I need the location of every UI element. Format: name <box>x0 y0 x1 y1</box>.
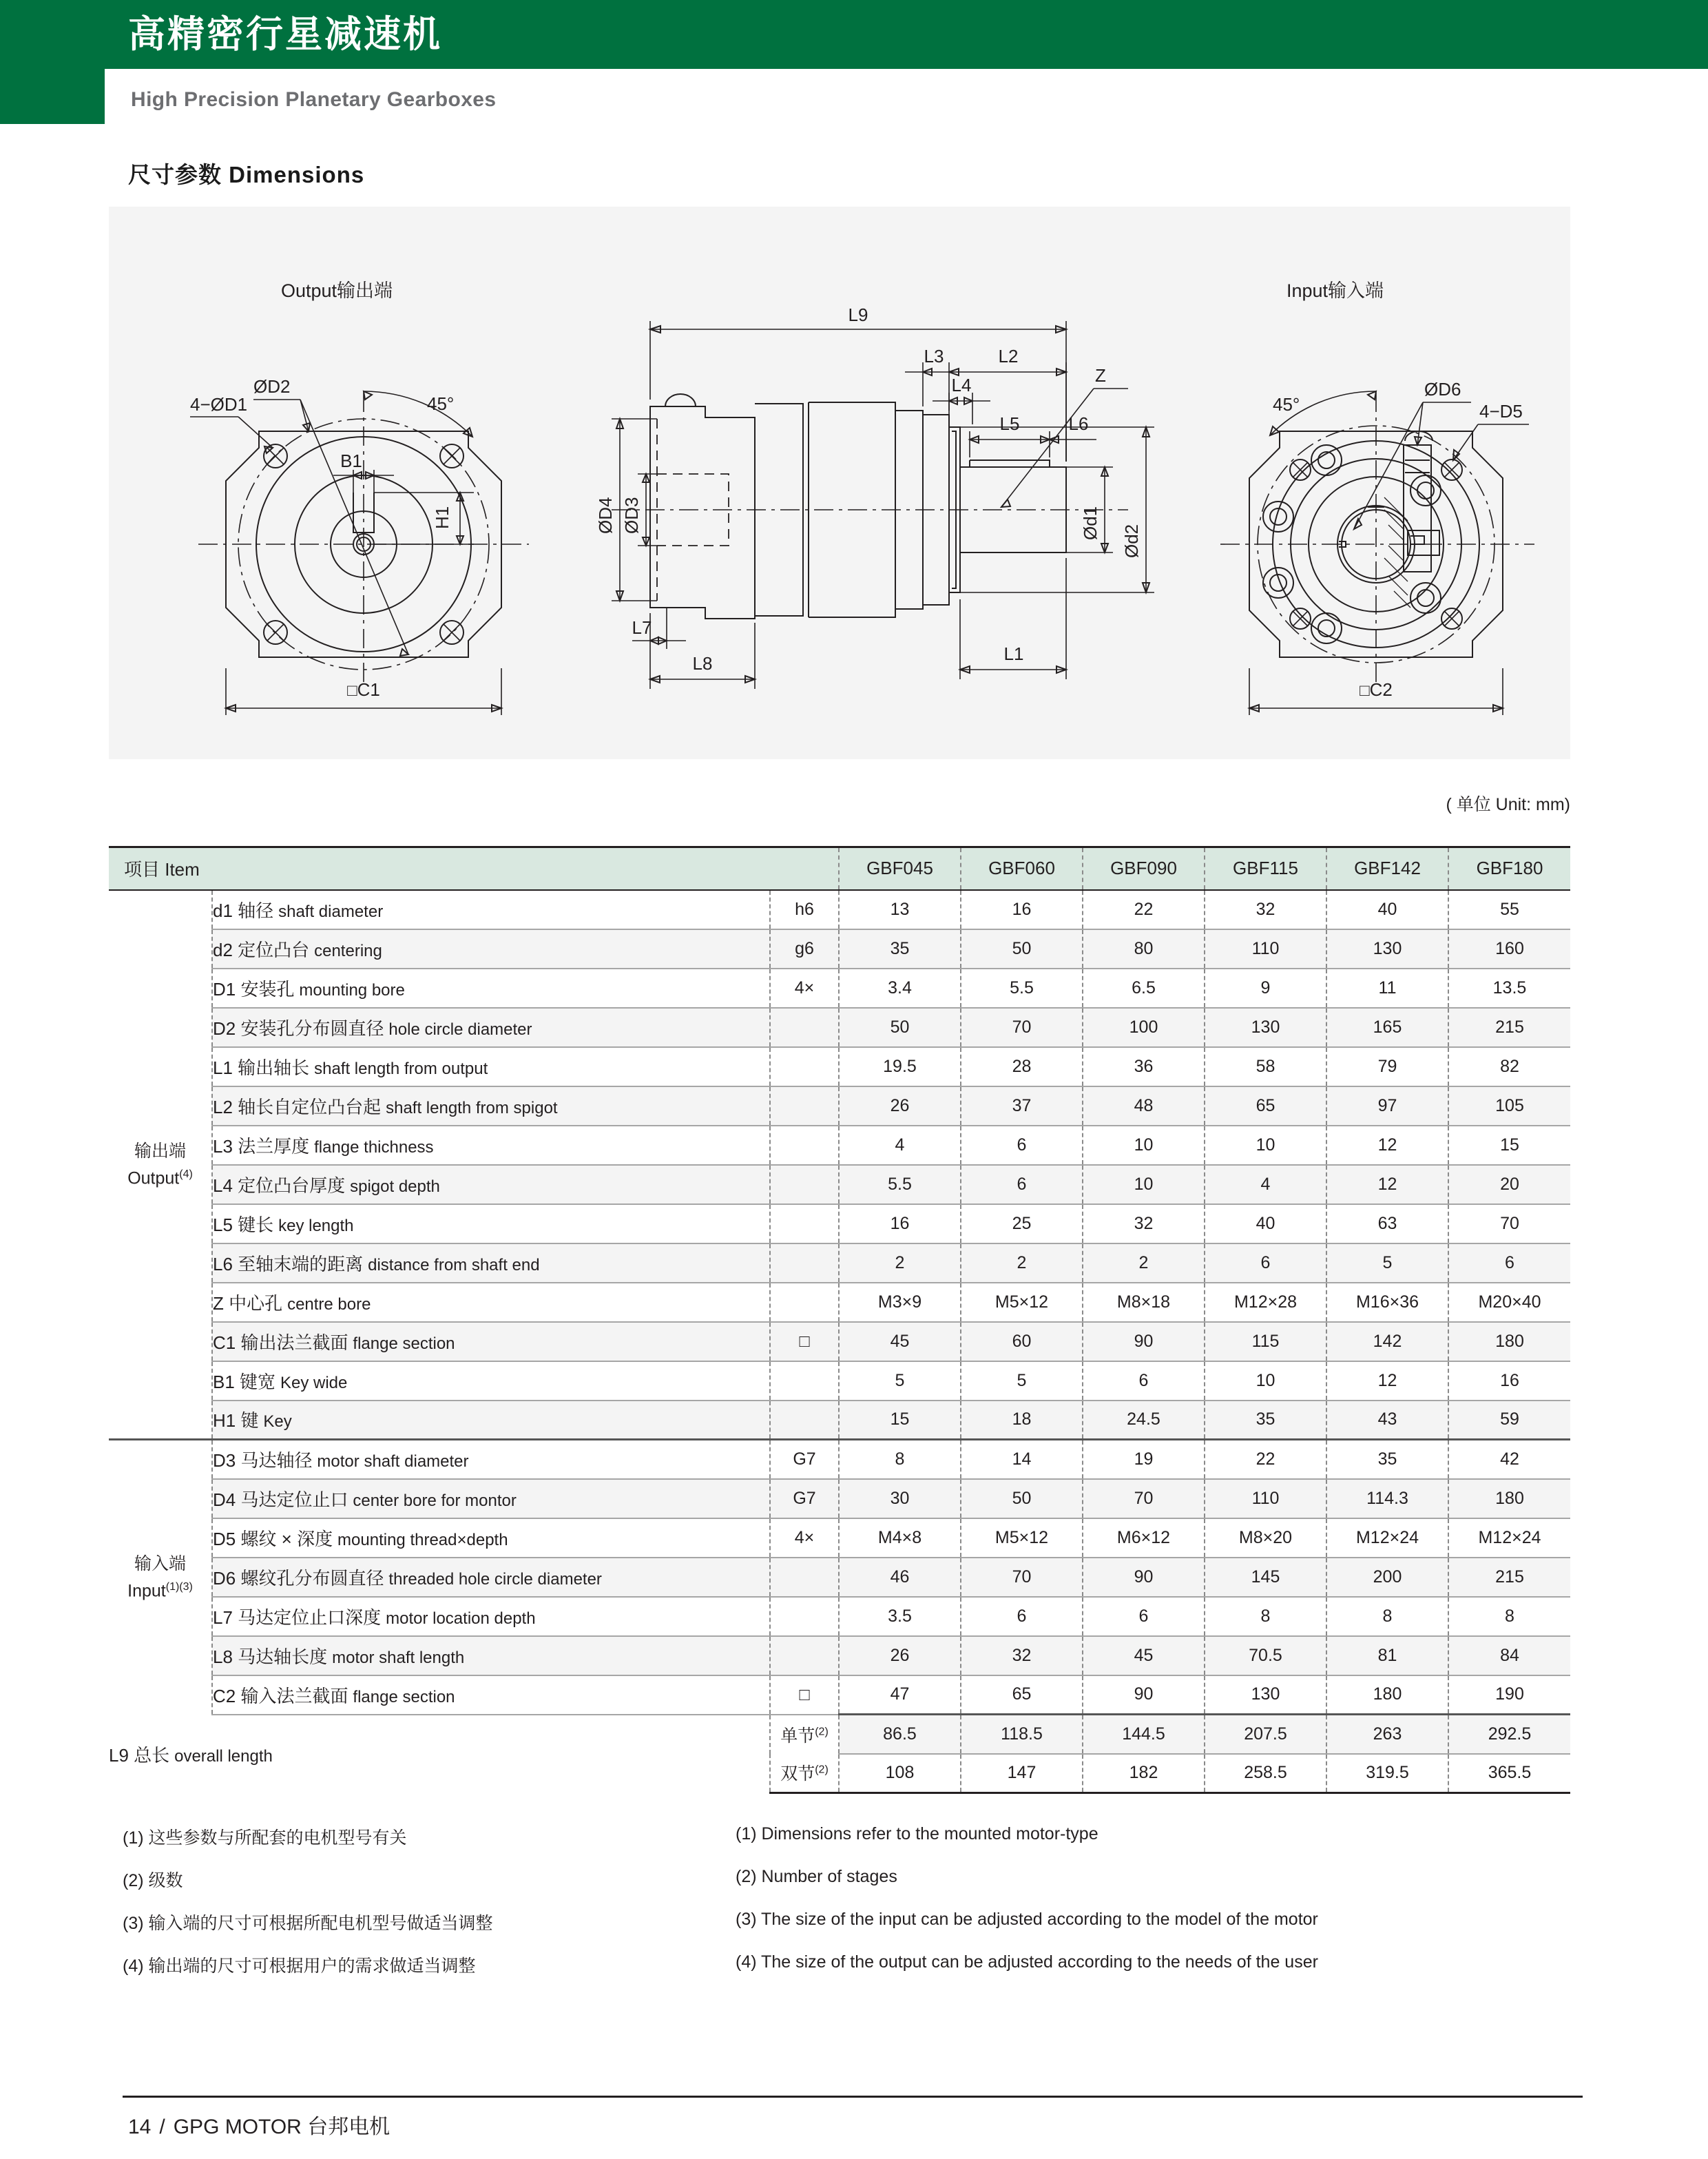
cell-value: 3.5 <box>839 1597 961 1636</box>
row-label: D3 马达轴径 motor shaft diameter <box>212 1440 770 1479</box>
row-tolerance: □ <box>770 1675 839 1715</box>
cell-value: 70 <box>961 1008 1083 1047</box>
row-label: C1 输出法兰截面 flange section <box>212 1322 770 1361</box>
cell-value: 12 <box>1326 1126 1448 1165</box>
row-tolerance: G7 <box>770 1440 839 1479</box>
cell-value: 4 <box>839 1126 961 1165</box>
table-header-model-1: GBF060 <box>961 847 1083 890</box>
group-label-input-en: Input <box>127 1581 166 1601</box>
footer-brand: GPG MOTOR 台邦电机 <box>173 2116 390 2138</box>
footnote-1-en: (1) Dimensions refer to the mounted motor-type <box>736 1824 1098 1843</box>
label-4-d5: 4−D5 <box>1479 401 1523 422</box>
footnote-1-cn: (1) 这些参数与所配套的电机型号有关 <box>123 1828 407 1848</box>
cell-value: 114.3 <box>1326 1479 1448 1518</box>
footnote-3-cn: (3) 输入端的尺寸可根据所配电机型号做适当调整 <box>123 1914 493 1933</box>
table-row <box>109 1401 1570 1440</box>
svg-text:□C2: □C2 <box>1360 679 1393 700</box>
cell-value: 130 <box>1205 1675 1326 1715</box>
cell-value: 6 <box>1083 1597 1205 1636</box>
cell-value: 6 <box>961 1597 1083 1636</box>
table-row <box>109 1243 1570 1283</box>
svg-text:Ød1: Ød1 <box>1080 506 1101 540</box>
cell-value: 16 <box>1448 1361 1570 1401</box>
row-tolerance <box>770 1243 839 1283</box>
group-label-output-en: Output <box>127 1168 180 1188</box>
svg-text:B1: B1 <box>340 451 362 471</box>
cell-value: 16 <box>961 890 1083 929</box>
table-header-item: 项目 Item <box>109 847 839 890</box>
cell-value: 4 <box>1205 1165 1326 1204</box>
cell-value: 130 <box>1205 1008 1326 1047</box>
svg-text:□C1: □C1 <box>347 679 380 700</box>
cell-value: 5.5 <box>839 1165 961 1204</box>
cell-value: 8 <box>1205 1597 1326 1636</box>
cell-value: 50 <box>961 1479 1083 1518</box>
row-label: C2 输入法兰截面 flange section <box>212 1675 770 1715</box>
cell-value: 90 <box>1083 1675 1205 1715</box>
footnote-1 <box>123 1824 1583 1849</box>
cell-value: 10 <box>1083 1126 1205 1165</box>
cell-value: 319.5 <box>1326 1754 1448 1793</box>
cell-value: 182 <box>1083 1754 1205 1793</box>
cell-value: 30 <box>839 1479 961 1518</box>
row-label: B1 键宽 Key wide <box>212 1361 770 1401</box>
table-row <box>109 1283 1570 1322</box>
cell-value: 5 <box>1326 1243 1448 1283</box>
cell-value: 32 <box>1083 1204 1205 1243</box>
cell-value: 105 <box>1448 1086 1570 1126</box>
cell-value: 37 <box>961 1086 1083 1126</box>
cell-value: 70 <box>1448 1204 1570 1243</box>
cell-value: 13 <box>839 890 961 929</box>
footnote-2-en: (2) Number of stages <box>736 1867 897 1886</box>
table-row <box>109 1165 1570 1204</box>
cell-value: 70.5 <box>1205 1636 1326 1675</box>
row-label: D4 马达定位止口 center bore for montor <box>212 1479 770 1518</box>
cell-value: 13.5 <box>1448 969 1570 1008</box>
cell-value: 70 <box>961 1558 1083 1597</box>
cell-value: 2 <box>961 1243 1083 1283</box>
cell-value: 40 <box>1205 1204 1326 1243</box>
cell-value: 180 <box>1448 1479 1570 1518</box>
cell-value: 215 <box>1448 1008 1570 1047</box>
cell-value: 180 <box>1448 1322 1570 1361</box>
footnote-2 <box>123 1867 1583 1892</box>
cell-value: 2 <box>1083 1243 1205 1283</box>
table-header-row <box>109 847 1570 890</box>
svg-text:45°: 45° <box>427 393 455 414</box>
cell-value: M12×28 <box>1205 1283 1326 1322</box>
label-d2: ØD2 <box>253 376 291 397</box>
cell-value: 65 <box>1205 1086 1326 1126</box>
cell-value: 26 <box>839 1636 961 1675</box>
header-green-block <box>0 0 105 124</box>
footnote-3-en: (3) The size of the input can be adjusted according to the model of the motor <box>736 1910 1318 1929</box>
footer-page-number: 14 <box>128 2116 152 2138</box>
cell-value: 25 <box>961 1204 1083 1243</box>
row-label: H1 键 Key <box>212 1401 770 1440</box>
cell-value: 15 <box>839 1401 961 1440</box>
cell-value: 20 <box>1448 1165 1570 1204</box>
cell-value: 10 <box>1205 1126 1326 1165</box>
row-label: d2 定位凸台 centering <box>212 929 770 969</box>
group-label-input <box>109 1440 212 1715</box>
cell-value: 82 <box>1448 1047 1570 1086</box>
group-label-output-cn: 输出端 <box>134 1141 186 1161</box>
footnote-4-en: (4) The size of the output can be adjusted according to the needs of the user <box>736 1952 1318 1972</box>
table-row <box>109 1322 1570 1361</box>
row-label: D5 螺纹 × 深度 mounting thread×depth <box>212 1518 770 1558</box>
cell-value: 160 <box>1448 929 1570 969</box>
cell-value: 65 <box>961 1675 1083 1715</box>
cell-value: 144.5 <box>1083 1715 1205 1754</box>
cell-value: 8 <box>1326 1597 1448 1636</box>
table-row <box>109 1361 1570 1401</box>
cell-value: 86.5 <box>839 1715 961 1754</box>
footnote-4-cn: (4) 输出端的尺寸可根据用户的需求做适当调整 <box>123 1956 476 1976</box>
cell-value: 24.5 <box>1083 1401 1205 1440</box>
cell-value: 19.5 <box>839 1047 961 1086</box>
table-row <box>109 1479 1570 1518</box>
svg-text:L1: L1 <box>1003 643 1024 664</box>
dimensions-table <box>109 846 1570 1794</box>
group-label-input-cn: 输入端 <box>134 1554 186 1574</box>
cell-value: 100 <box>1083 1008 1205 1047</box>
cell-value: 6 <box>1205 1243 1326 1283</box>
cell-value: 60 <box>961 1322 1083 1361</box>
svg-text:ØD3: ØD3 <box>621 497 642 534</box>
row-tolerance <box>770 1086 839 1126</box>
group-label-input-sup: (1)(3) <box>165 1581 193 1593</box>
cell-value: 55 <box>1448 890 1570 929</box>
svg-text:L4: L4 <box>951 375 972 395</box>
group-label-output <box>109 890 212 1440</box>
row-tolerance <box>770 1636 839 1675</box>
cell-value: 90 <box>1083 1558 1205 1597</box>
footnote-4 <box>123 1952 1583 1977</box>
row-label: L7 马达定位止口深度 motor location depth <box>212 1597 770 1636</box>
cell-value: 130 <box>1326 929 1448 969</box>
group-label-output-sup: (4) <box>179 1168 193 1180</box>
cell-value: M3×9 <box>839 1283 961 1322</box>
cell-value: M16×36 <box>1326 1283 1448 1322</box>
row-tolerance <box>770 1558 839 1597</box>
table-header-model-4: GBF142 <box>1326 847 1448 890</box>
svg-text:45°: 45° <box>1273 394 1300 415</box>
row-tolerance <box>770 1361 839 1401</box>
output-end-drawing <box>185 310 570 737</box>
drawing-caption-input: Input输入端 <box>1287 280 1384 301</box>
cell-value: 6 <box>1448 1243 1570 1283</box>
row-tolerance <box>770 1204 839 1243</box>
cell-value: 45 <box>839 1322 961 1361</box>
footnotes <box>123 1824 1583 1995</box>
technical-drawing-panel <box>109 207 1570 759</box>
table-row-overall-single <box>109 1715 1570 1754</box>
footer-divider <box>123 2096 1583 2098</box>
cell-value: 6 <box>961 1126 1083 1165</box>
cell-value: 58 <box>1205 1047 1326 1086</box>
table-row <box>109 929 1570 969</box>
cell-value: 50 <box>961 929 1083 969</box>
row-tolerance: 4× <box>770 969 839 1008</box>
cell-value: 81 <box>1326 1636 1448 1675</box>
row-label: L1 输出轴长 shaft length from output <box>212 1047 770 1086</box>
page-subtitle-english: High Precision Planetary Gearboxes <box>131 88 497 111</box>
cell-value: 365.5 <box>1448 1754 1570 1793</box>
row-label: D2 安装孔分布圆直径 hole circle diameter <box>212 1008 770 1047</box>
page-title-chinese: 高精密行星减速机 <box>128 14 442 55</box>
cell-value: 115 <box>1205 1322 1326 1361</box>
stage-label-double: 双节$^{(2)}$ <box>770 1754 839 1793</box>
cell-value: 97 <box>1326 1086 1448 1126</box>
table-row <box>109 1518 1570 1558</box>
cell-value: 35 <box>1326 1440 1448 1479</box>
cell-value: 5 <box>961 1361 1083 1401</box>
cell-value: 36 <box>1083 1047 1205 1086</box>
cell-value: 258.5 <box>1205 1754 1326 1793</box>
unit-note: ( 单位 Unit: mm) <box>1446 795 1570 814</box>
svg-text:L7: L7 <box>632 617 652 638</box>
row-label: L3 法兰厚度 flange thichness <box>212 1126 770 1165</box>
cell-value: 15 <box>1448 1126 1570 1165</box>
row-label-overall: L9 总长 overall length <box>109 1744 273 1766</box>
footnote-3 <box>123 1910 1583 1934</box>
cell-value: 40 <box>1326 890 1448 929</box>
table-row <box>109 969 1570 1008</box>
cell-value: 110 <box>1205 1479 1326 1518</box>
cell-value: M12×24 <box>1326 1518 1448 1558</box>
cell-value: 59 <box>1448 1401 1570 1440</box>
row-label: L4 定位凸台厚度 spigot depth <box>212 1165 770 1204</box>
row-label: d1 轴径 shaft diameter <box>212 890 770 929</box>
row-tolerance <box>770 1047 839 1086</box>
cell-value: M6×12 <box>1083 1518 1205 1558</box>
table-header-model-3: GBF115 <box>1205 847 1326 890</box>
table-header-model-0: GBF045 <box>839 847 961 890</box>
row-tolerance <box>770 1126 839 1165</box>
cell-value: 70 <box>1083 1479 1205 1518</box>
cell-value: 118.5 <box>961 1715 1083 1754</box>
cell-value: 43 <box>1326 1401 1448 1440</box>
table-row <box>109 1440 1570 1479</box>
cell-value: 16 <box>839 1204 961 1243</box>
row-tolerance <box>770 1283 839 1322</box>
svg-text:ØD4: ØD4 <box>595 497 616 534</box>
row-label: L5 键长 key length <box>212 1204 770 1243</box>
table-row <box>109 1558 1570 1597</box>
stage-label-single: 单节$^{(2)}$ <box>770 1715 839 1754</box>
cell-value: 200 <box>1326 1558 1448 1597</box>
cell-value: 19 <box>1083 1440 1205 1479</box>
cell-value: 79 <box>1326 1047 1448 1086</box>
cell-value: 47 <box>839 1675 961 1715</box>
row-tolerance: 4× <box>770 1518 839 1558</box>
page-footer <box>128 2109 390 2140</box>
cell-value: 32 <box>1205 890 1326 929</box>
section-title-dimensions: 尺寸参数 Dimensions <box>128 162 365 187</box>
row-label: D6 螺纹孔分布圆直径 threaded hole circle diameter <box>212 1558 770 1597</box>
cell-value: 6 <box>961 1165 1083 1204</box>
cell-value: 5 <box>839 1361 961 1401</box>
row-label: L8 马达轴长度 motor shaft length <box>212 1636 770 1675</box>
cell-value: 28 <box>961 1047 1083 1086</box>
cell-value: 207.5 <box>1205 1715 1326 1754</box>
cell-value: 42 <box>1448 1440 1570 1479</box>
table-header-model-5: GBF180 <box>1448 847 1570 890</box>
table-row <box>109 1086 1570 1126</box>
svg-text:Z: Z <box>1095 365 1106 386</box>
cell-value: 84 <box>1448 1636 1570 1675</box>
table-row <box>109 1636 1570 1675</box>
table-row <box>109 1675 1570 1715</box>
cell-value: 12 <box>1326 1361 1448 1401</box>
cell-value: M5×12 <box>961 1283 1083 1322</box>
cell-value: 14 <box>961 1440 1083 1479</box>
cell-value: M8×18 <box>1083 1283 1205 1322</box>
svg-text:L6: L6 <box>1068 413 1089 434</box>
cell-value: 22 <box>1205 1440 1326 1479</box>
label-4-d1: 4−ØD1 <box>190 394 248 415</box>
table-row <box>109 1008 1570 1047</box>
cell-value: 45 <box>1083 1636 1205 1675</box>
row-label: Z 中心孔 centre bore <box>212 1283 770 1322</box>
cell-value: 147 <box>961 1754 1083 1793</box>
cell-value: M5×12 <box>961 1518 1083 1558</box>
table-row <box>109 890 1570 929</box>
cell-value: 22 <box>1083 890 1205 929</box>
cell-value: 10 <box>1205 1361 1326 1401</box>
svg-text:L9: L9 <box>848 304 868 325</box>
cell-value: 8 <box>1448 1597 1570 1636</box>
footnote-2-cn: (2) 级数 <box>123 1871 183 1890</box>
footer-separator: / <box>159 2116 165 2138</box>
cell-value: 10 <box>1083 1165 1205 1204</box>
row-tolerance: g6 <box>770 929 839 969</box>
cell-value: 263 <box>1326 1715 1448 1754</box>
cell-value: M4×8 <box>839 1518 961 1558</box>
row-tolerance: G7 <box>770 1479 839 1518</box>
row-label: D1 安装孔 mounting bore <box>212 969 770 1008</box>
cell-value: 142 <box>1326 1322 1448 1361</box>
cell-value: 46 <box>839 1558 961 1597</box>
cell-value: 165 <box>1326 1008 1448 1047</box>
table-row <box>109 1204 1570 1243</box>
cell-value: 110 <box>1205 929 1326 969</box>
cell-value: 35 <box>839 929 961 969</box>
cell-value: 12 <box>1326 1165 1448 1204</box>
cell-value: 180 <box>1326 1675 1448 1715</box>
cell-value: 145 <box>1205 1558 1326 1597</box>
cell-value: 80 <box>1083 929 1205 969</box>
row-tolerance: □ <box>770 1322 839 1361</box>
cell-value: 215 <box>1448 1558 1570 1597</box>
cell-value: 32 <box>961 1636 1083 1675</box>
svg-text:L5: L5 <box>999 413 1020 434</box>
cell-value: 6 <box>1083 1361 1205 1401</box>
row-label: L2 轴长自定位凸台起 shaft length from spigot <box>212 1086 770 1126</box>
cell-value: 90 <box>1083 1322 1205 1361</box>
svg-text:L2: L2 <box>998 346 1019 366</box>
svg-text:Ød2: Ød2 <box>1121 524 1142 558</box>
cell-value: 108 <box>839 1754 961 1793</box>
cell-value: 9 <box>1205 969 1326 1008</box>
svg-text:L3: L3 <box>924 346 944 366</box>
drawing-caption-output: Output输出端 <box>281 280 393 301</box>
input-end-drawing <box>1204 310 1562 737</box>
cell-value: 48 <box>1083 1086 1205 1126</box>
cell-value: 26 <box>839 1086 961 1126</box>
svg-text:L8: L8 <box>692 653 713 674</box>
label-d6: ØD6 <box>1424 379 1461 400</box>
svg-text:H1: H1 <box>432 506 452 529</box>
row-tolerance <box>770 1401 839 1440</box>
table-header-model-2: GBF090 <box>1083 847 1205 890</box>
cell-value: 35 <box>1205 1401 1326 1440</box>
cell-value: M8×20 <box>1205 1518 1326 1558</box>
table-row <box>109 1047 1570 1086</box>
row-label: L6 至轴末端的距离 distance from shaft end <box>212 1243 770 1283</box>
table-row <box>109 1126 1570 1165</box>
cell-value: M20×40 <box>1448 1283 1570 1322</box>
cell-value: M12×24 <box>1448 1518 1570 1558</box>
row-tolerance <box>770 1008 839 1047</box>
cell-value: 6.5 <box>1083 969 1205 1008</box>
cross-section-drawing <box>584 296 1190 723</box>
cell-value: 8 <box>839 1440 961 1479</box>
cell-value: 292.5 <box>1448 1715 1570 1754</box>
cell-value: 11 <box>1326 969 1448 1008</box>
cell-value: 18 <box>961 1401 1083 1440</box>
cell-value: 50 <box>839 1008 961 1047</box>
cell-value: 63 <box>1326 1204 1448 1243</box>
table-row <box>109 1597 1570 1636</box>
cell-value: 3.4 <box>839 969 961 1008</box>
cell-value: 190 <box>1448 1675 1570 1715</box>
cell-value: 5.5 <box>961 969 1083 1008</box>
cell-value: 2 <box>839 1243 961 1283</box>
row-tolerance: h6 <box>770 890 839 929</box>
row-tolerance <box>770 1165 839 1204</box>
row-tolerance <box>770 1597 839 1636</box>
